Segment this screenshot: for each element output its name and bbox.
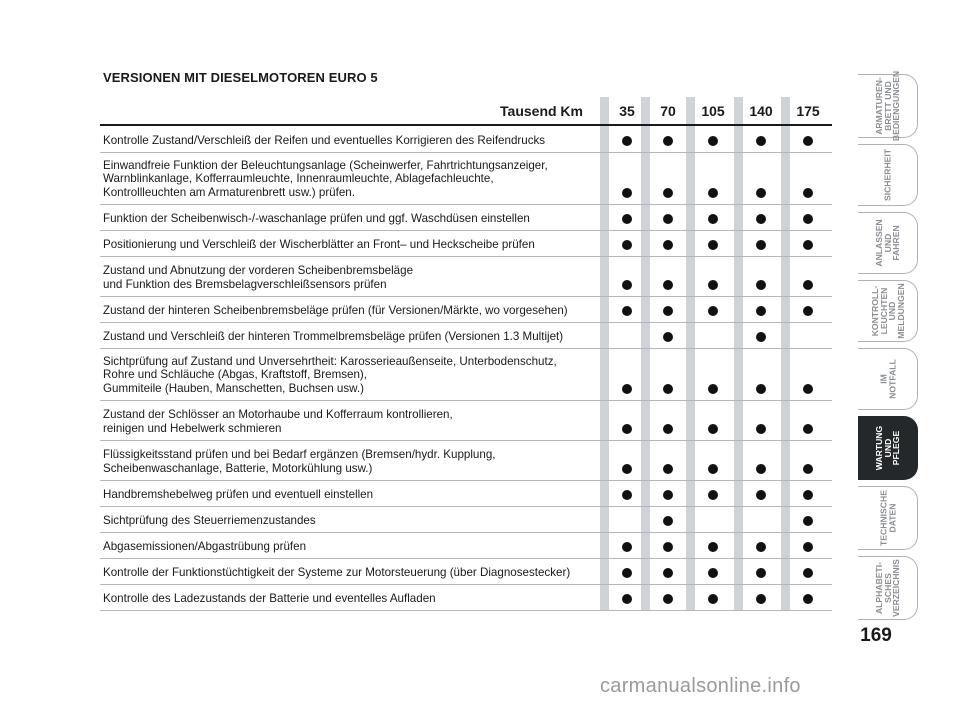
chapter-tab-7[interactable] [858,556,918,620]
row-description: Abgasemissionen/Abgastrübung prüfen [103,539,307,553]
check-dot-175 [803,384,813,394]
check-dot-70 [663,240,673,250]
check-dot-175 [803,280,813,290]
check-dot-140 [756,464,766,474]
check-dot-175 [803,568,813,578]
row-description: Zustand und Verschleiß der hinteren Trommelbremsbeläge prüfen (Versionen 1.3 Multijet) [103,329,564,343]
check-dot-35 [622,568,632,578]
check-dot-175 [803,516,813,526]
check-dot-140 [756,424,766,434]
chapter-tab-3[interactable] [858,280,918,342]
header-rule [100,124,832,126]
chapter-tab-label: KONTROLL- LEUCHTEN UND MELDUNGEN [869,283,906,339]
chapter-tab-label: SICHERHEIT [882,148,893,202]
check-dot-70 [663,136,673,146]
row-description: Positionierung und Verschleiß der Wischerblätter an Front– und Heckscheibe prüfen [103,237,535,251]
chapter-tab-1[interactable] [858,144,918,206]
table-row [100,231,832,257]
row-description: Flüssigkeitsstand prüfen und bei Bedarf ergänzen (Bremsen/hydr. Kupplung, Scheibenwaschanlage, Batterie, Motorkühlung usw.) [103,448,496,475]
chapter-tab-label: IM NOTFALL [877,359,897,399]
check-dot-140 [756,490,766,500]
table-row [100,349,832,401]
check-dot-140 [756,306,766,316]
interval-header-70: 70 [660,103,676,119]
interval-header-140: 140 [749,103,773,119]
interval-unit-label: Tausend Km [500,103,583,119]
check-dot-175 [803,424,813,434]
row-description: Sichtprüfung auf Zustand und Unversehrtheit: Karosserieaußenseite, Unterbodenschutz, Rohre und Schläuche (Abgas, Kraftstoff, Bremsen), Gummiteile (Hauben, Manschetten, Buchsen usw.) [103,355,557,395]
check-dot-105 [708,542,718,552]
check-dot-175 [803,594,813,604]
interval-header-175: 175 [796,103,820,119]
chapter-tab-label: ARMATUREN- BRETT UND BEDIENGUNGEN [873,70,901,142]
check-dot-70 [663,214,673,224]
check-dot-70 [663,424,673,434]
check-dot-35 [622,280,632,290]
check-dot-105 [708,464,718,474]
check-dot-70 [663,594,673,604]
table-row [100,297,832,323]
chapter-tab-6[interactable] [858,486,918,550]
check-dot-70 [663,384,673,394]
check-dot-105 [708,306,718,316]
row-description: Funktion der Scheibenwisch-/-waschanlage prüfen und ggf. Waschdüsen einstellen [103,211,530,225]
check-dot-105 [708,136,718,146]
check-dot-105 [708,214,718,224]
check-dot-140 [756,188,766,198]
check-dot-70 [663,568,673,578]
check-dot-175 [803,490,813,500]
section-title: VERSIONEN MIT DIESELMOTOREN EURO 5 [103,70,378,85]
check-dot-70 [663,490,673,500]
interval-header-105: 105 [701,103,725,119]
check-dot-35 [622,306,632,316]
row-description: Kontrolle des Ladezustands der Batterie und eventelles Aufladen [103,591,436,605]
check-dot-140 [756,568,766,578]
check-dot-105 [708,568,718,578]
chapter-tab-label: ALPHABETI- SCHES VERZEICHNIS [873,559,901,617]
check-dot-105 [708,490,718,500]
check-dot-140 [756,136,766,146]
check-dot-35 [622,594,632,604]
check-dot-140 [756,240,766,250]
check-dot-35 [622,464,632,474]
check-dot-35 [622,542,632,552]
table-row [100,257,832,297]
check-dot-70 [663,188,673,198]
check-dot-105 [708,594,718,604]
check-dot-140 [756,384,766,394]
table-row [100,507,832,533]
row-description: Kontrolle Zustand/Verschleiß der Reifen und eventuelles Korrigieren des Reifendrucks [103,133,546,147]
check-dot-105 [708,280,718,290]
check-dot-105 [708,188,718,198]
page-number: 169 [860,625,892,646]
check-dot-35 [622,214,632,224]
check-dot-70 [663,542,673,552]
check-dot-35 [622,490,632,500]
check-dot-175 [803,240,813,250]
row-description: Handbremshebelweg prüfen und eventuell einstellen [103,487,374,501]
row-description: Sichtprüfung des Steuerriemenzustandes [103,513,316,527]
check-dot-105 [708,424,718,434]
check-dot-140 [756,214,766,224]
interval-header-35: 35 [619,103,635,119]
table-row [100,153,832,205]
check-dot-175 [803,188,813,198]
check-dot-175 [803,136,813,146]
table-row [100,401,832,441]
check-dot-70 [663,306,673,316]
check-dot-175 [803,542,813,552]
chapter-tab-2[interactable] [858,212,918,274]
table-row [100,559,832,585]
check-dot-70 [663,464,673,474]
check-dot-175 [803,214,813,224]
table-row [100,441,832,481]
check-dot-105 [708,384,718,394]
check-dot-105 [708,240,718,250]
check-dot-35 [622,136,632,146]
chapter-tab-label: ANLASSEN UND FAHREN [873,219,901,267]
row-description: Zustand der Schlösser an Motorhaube und Kofferraum kontrollieren, reinigen und Hebelwerk schmieren [103,408,453,435]
chapter-tab-0[interactable] [858,70,918,142]
table-row [100,323,832,349]
check-dot-70 [663,516,673,526]
table-row [100,585,832,611]
row-description: Einwandfreie Funktion der Beleuchtungsanlage (Scheinwerfer, Fahrtrichtungsanzeiger, Warnblinkanlage, Kofferraumleuchte, Innenraumleuchte, Ablagefachleuchte, Kontrollleuchten am Armaturenbrett usw.) prüfen. [103,159,548,199]
check-dot-140 [756,542,766,552]
check-dot-35 [622,384,632,394]
row-description: Kontrolle der Funktionstüchtigkeit der Systeme zur Motorsteuerung (über Diagnosestecker) [103,565,571,579]
table-row [100,533,832,559]
check-dot-70 [663,280,673,290]
check-dot-175 [803,306,813,316]
check-dot-35 [622,424,632,434]
chapter-tab-label: WARTUNG UND PFLEGE [873,425,901,471]
check-dot-35 [622,240,632,250]
table-row [100,205,832,231]
check-dot-175 [803,464,813,474]
check-dot-35 [622,188,632,198]
chapter-tab-5[interactable] [858,416,918,480]
watermark: carmanualsonline.info [600,675,801,697]
table-row [100,127,832,153]
check-dot-140 [756,332,766,342]
chapter-tab-4[interactable] [858,348,918,410]
chapter-tab-label: TECHNISCHE DATEN [877,490,897,546]
check-dot-140 [756,594,766,604]
row-description: Zustand der hinteren Scheibenbremsbeläge prüfen (für Versionen/Märkte, wo vorgesehen) [103,303,568,317]
check-dot-70 [663,332,673,342]
table-row [100,481,832,507]
check-dot-140 [756,280,766,290]
row-description: Zustand und Abnutzung der vorderen Scheibenbremsbeläge und Funktion des Bremsbelagverschleißsensors prüfen [103,264,414,291]
